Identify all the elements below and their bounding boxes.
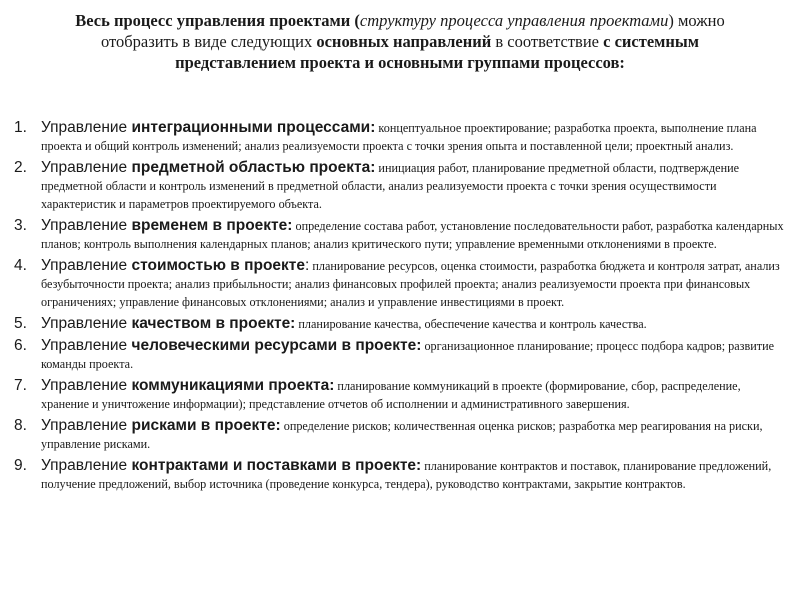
- item-description: инициация работ, планирование предметной области, подтверждение предметной области и контроль изменений в предметной области, анализ реализуемости проекта с точки зрения осуществимости характеристик и параметров проектируемого объекта.: [41, 161, 740, 211]
- item-description: организационное планирование; процесс подбора кадров; развитие команды проекта.: [41, 339, 775, 371]
- item-number: 4.: [14, 257, 27, 274]
- item-topic: временем в проекте:: [131, 217, 293, 234]
- item-number: 9.: [14, 457, 27, 474]
- item-description: планирование контрактов и поставок, планирование предложений, получение предложений, выбор источника (проведение конкурса, тендера), руководство контрактами, закрытие контрактов.: [41, 459, 772, 491]
- item-description: концептуальное проектирование; разработка проекта, выполнение плана проекта и общий контроль изменений; анализ реализуемости проекта с точки зрения опыта и поставленной цели; проектный анализ.: [41, 121, 757, 153]
- item-prefix: Управление: [41, 377, 132, 394]
- item-topic: качеством в проекте:: [131, 315, 296, 332]
- item-number: 3.: [14, 217, 27, 234]
- list-item-2: [14, 158, 786, 213]
- title-part-5: в соответствие: [491, 32, 604, 51]
- list-item-7: [14, 376, 786, 413]
- item-description: определение состава работ, установление последовательности работ, разработка календарных планов; контроль выполнения календарных планов; анализ критического пути; управление временными отклонениями в проекте.: [41, 219, 784, 251]
- item-prefix: Управление: [41, 337, 132, 354]
- item-heading: [41, 217, 292, 234]
- item-number: 8.: [14, 417, 27, 434]
- item-topic: человеческими ресурсами в проекте:: [131, 337, 422, 354]
- item-topic: контрактами и поставками в проекте:: [131, 457, 422, 474]
- process-list: [14, 118, 786, 496]
- item-topic: рисками в проекте:: [131, 417, 281, 434]
- item-number: 7.: [14, 377, 27, 394]
- item-heading: [41, 377, 334, 394]
- item-description: планирование качества, обеспечение качества и контроль качества.: [295, 317, 647, 331]
- title-part-6-bold: с системным представлением проекта и основными группами процессов:: [175, 32, 700, 72]
- item-heading: [41, 417, 281, 434]
- list-item-4: [14, 256, 786, 311]
- item-prefix: Управление: [41, 417, 132, 434]
- item-heading: [41, 315, 295, 332]
- item-prefix: Управление: [41, 119, 132, 136]
- item-heading: [41, 257, 309, 274]
- item-prefix: Управление: [41, 217, 132, 234]
- title-part-1: Весь процесс управления проектами (: [75, 11, 360, 30]
- item-number: 1.: [14, 119, 27, 136]
- title-part-2-italic: структуру процесса управления проектами: [359, 11, 669, 30]
- item-heading: [41, 119, 375, 136]
- list-item-5: [14, 314, 786, 333]
- item-prefix: Управление: [41, 257, 132, 274]
- item-prefix: Управление: [41, 315, 132, 332]
- item-prefix: Управление: [41, 457, 132, 474]
- item-number: 2.: [14, 159, 27, 176]
- list-item-8: [14, 416, 786, 453]
- item-number: 5.: [14, 315, 27, 332]
- item-topic: стоимостью в проекте: [131, 257, 306, 274]
- slide-title: [70, 10, 730, 73]
- item-topic: коммуникациями проекта:: [131, 377, 335, 394]
- list-item-3: [14, 216, 786, 253]
- list-item-9: [14, 456, 786, 493]
- item-topic: предметной областью проекта:: [131, 159, 376, 176]
- item-description: планирование ресурсов, оценка стоимости, разработка бюджета и контроля затрат, анализ безубыточности проекта; анализ прибыльности; анализ финансовых профилей проекта; анализ реализуемости проекта при финансовых ограничениях; управление финансовых отклонениями; анализ и управление инвестициями в проект.: [41, 259, 780, 309]
- title-part-4-bold: основных направлений: [316, 32, 492, 51]
- title-part-3: ) можно отобразить в виде следующих: [100, 11, 725, 51]
- item-number: 6.: [14, 337, 27, 354]
- item-description: планирование коммуникаций в проекте (формирование, сбор, распределение, хранение и уничтожение информации); представление отчетов об исполнении и административного завершения.: [41, 379, 741, 411]
- list-item-6: [14, 336, 786, 373]
- item-description: определение рисков; количественная оценка рисков; разработка мер реагирования на риски, управление рисками.: [41, 419, 763, 451]
- item-prefix: Управление: [41, 159, 132, 176]
- list-item-1: [14, 118, 786, 155]
- item-heading: [41, 457, 421, 474]
- item-colon: :: [305, 257, 310, 274]
- item-topic: интеграционными процессами:: [131, 119, 376, 136]
- item-heading: [41, 337, 421, 354]
- item-heading: [41, 159, 375, 176]
